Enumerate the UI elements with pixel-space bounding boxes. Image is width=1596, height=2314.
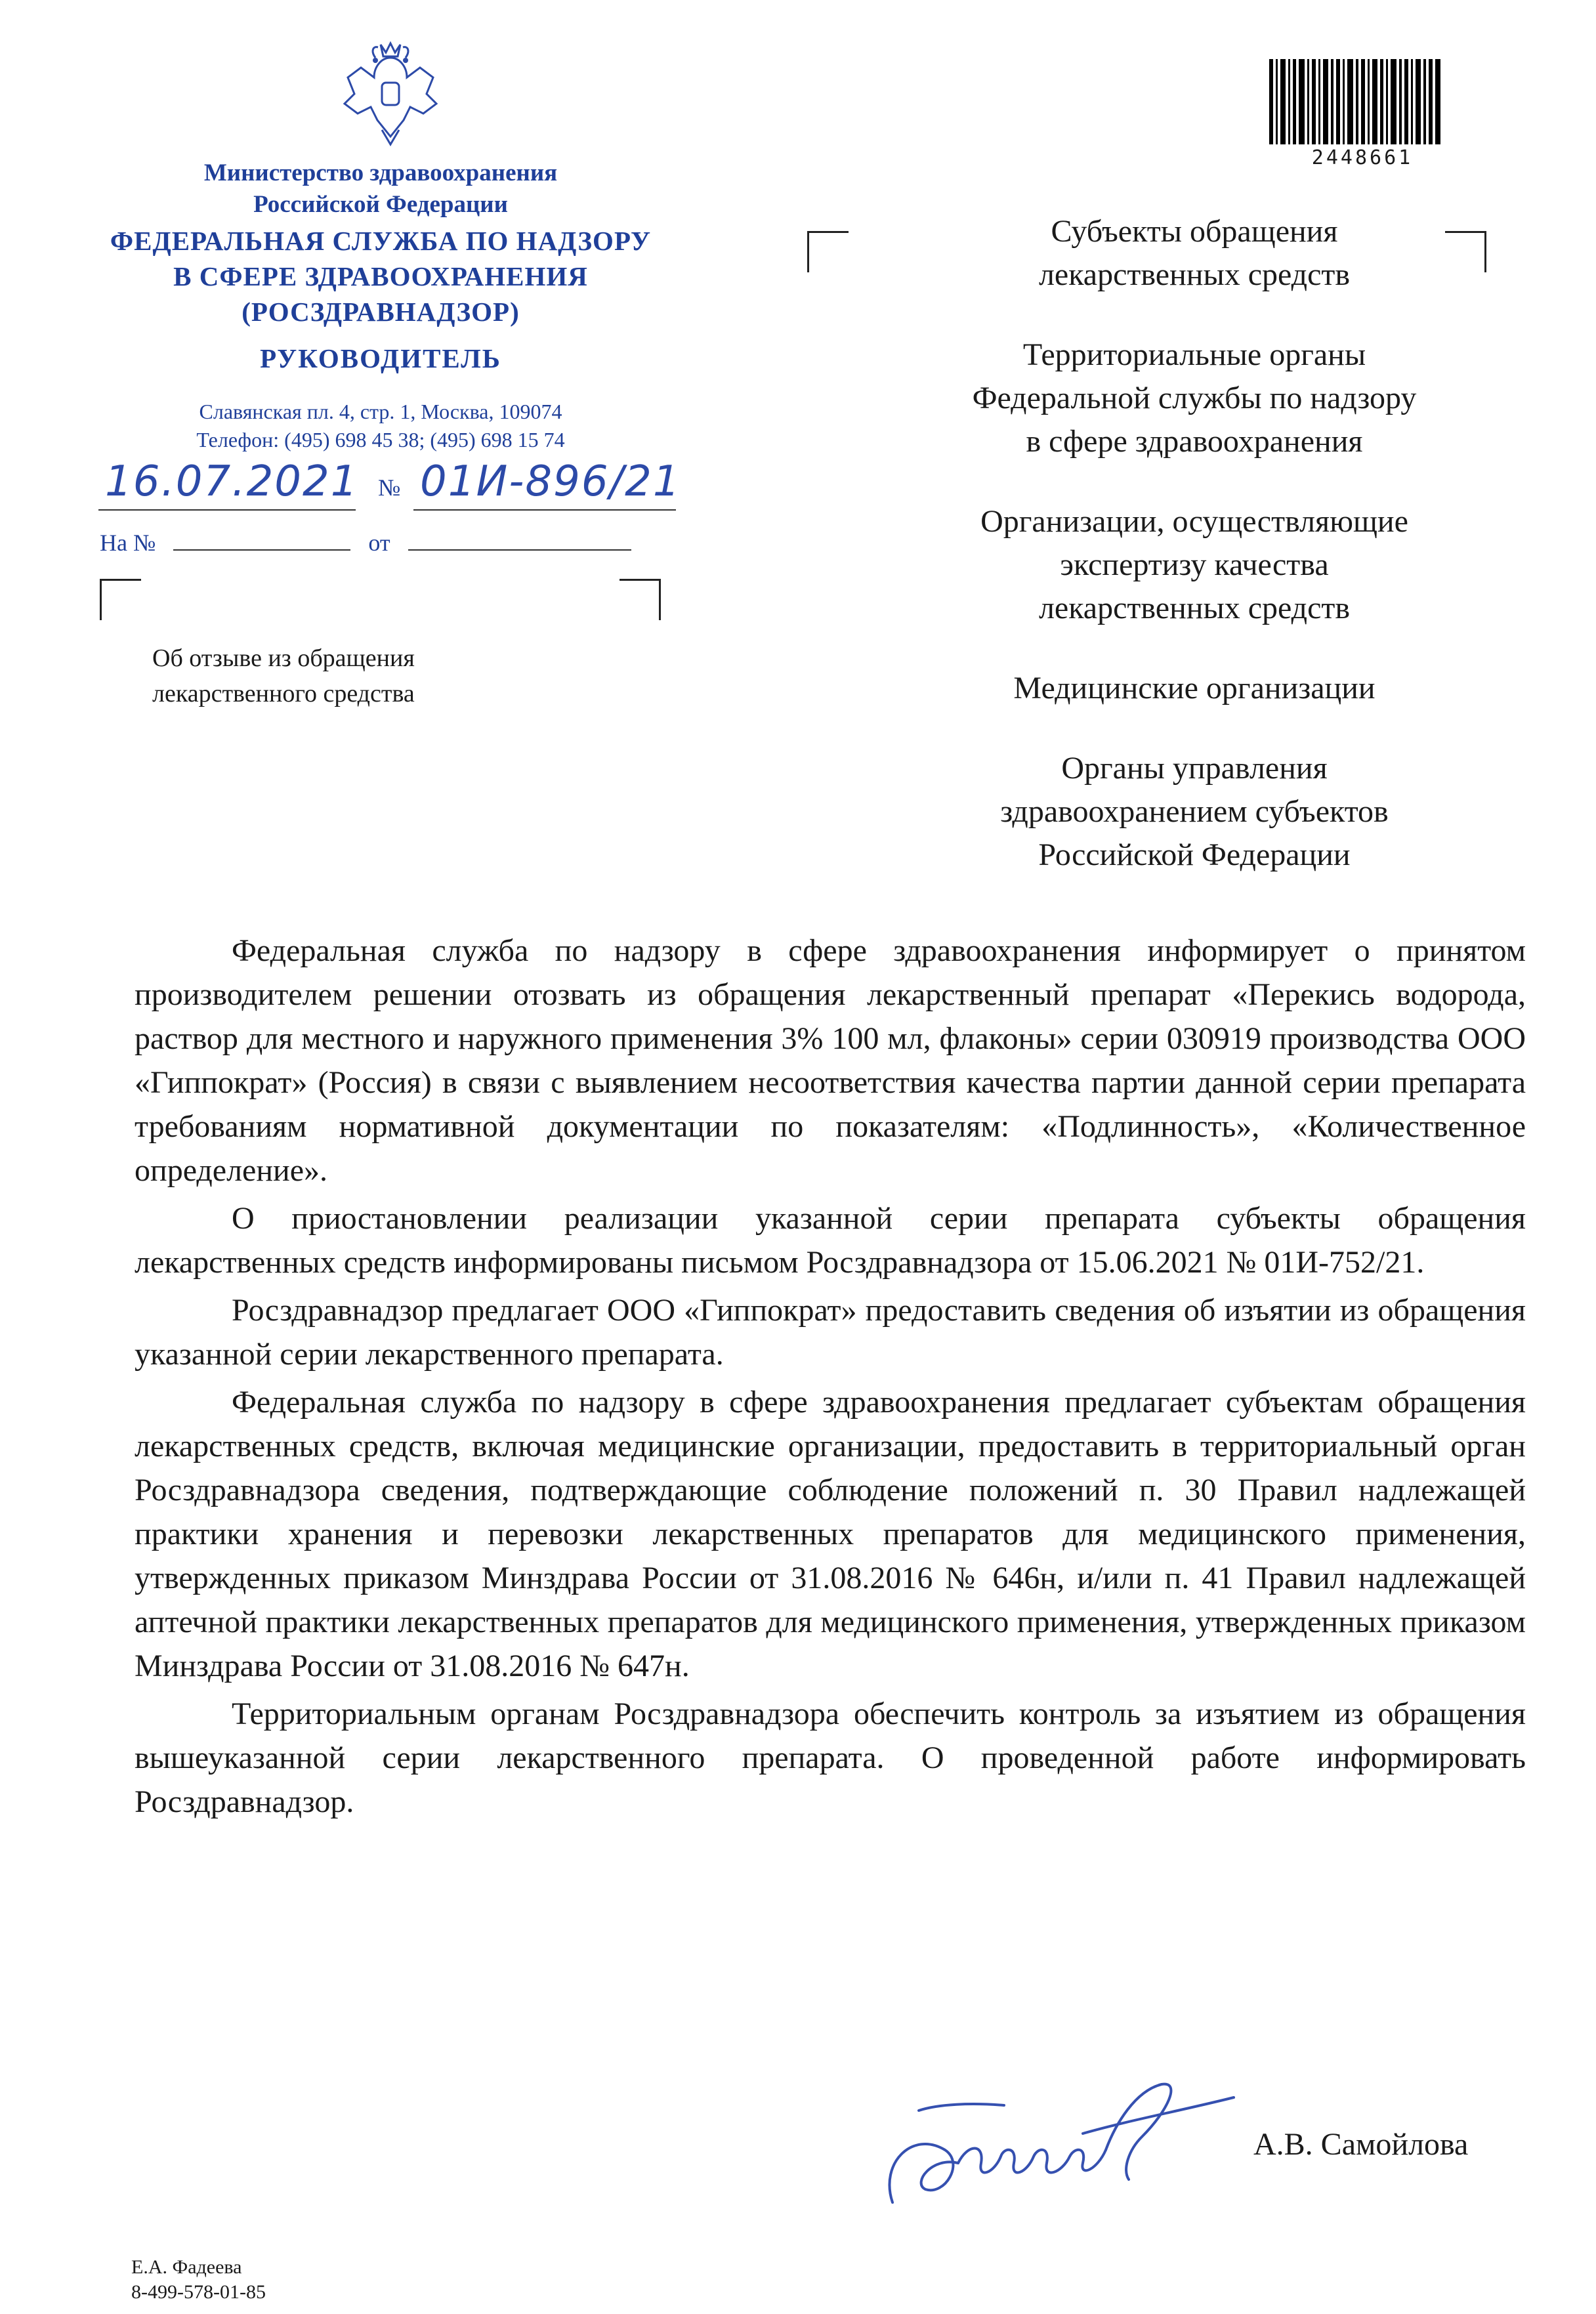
recipient-line: Медицинские организации (1013, 671, 1376, 705)
recipient-line: Российской Федерации (1038, 837, 1351, 872)
address-block (85, 398, 676, 454)
head-title: РУКОВОДИТЕЛЬ (260, 343, 501, 373)
body-paragraph: Территориальным органам Росздравнадзора обеспечить контроль за изъятием из обращения вышеуказанной серии лекарственного препарата. О проведенной работе информировать Росздравнадзор. (135, 1696, 1526, 1819)
body-paragraph: Федеральная служба по надзору в сфере здравоохранения информирует о принятом производителем решении отозвать из обращения лекарственный препарат «Перекись водорода, раствор для местного и наружного применения 3% 100 мл, флаконы» серии 030919 производства ООО «Гиппократ» (Россия) в связи с выявлением несоответствия качества партии данной серии препарата требованиям нормативной документации по показателям: «Подлинность», «Количественное определение». (135, 933, 1526, 1188)
registration-number: 01И-896/21 (420, 457, 681, 506)
number-sign: № (378, 474, 401, 501)
ref-from-label: от (368, 530, 390, 556)
subject-corner-left (100, 579, 141, 620)
registration-date: 16.07.2021 (105, 457, 359, 506)
ref-number-label: На № (100, 530, 156, 556)
body-paragraph: Росздравнадзор предлагает ООО «Гиппократ» предоставить сведения об изъятии из обращения указанной серии лекарственного препарата. (135, 1293, 1526, 1372)
recipient-line: Территориальные органы (1022, 337, 1366, 372)
ref-number-blank (173, 549, 350, 551)
signer-name: А.В. Самойлова (1253, 2127, 1469, 2162)
recipient-line: Организации, осуществляющие (980, 504, 1408, 539)
recipient-group (847, 210, 1542, 297)
recipient-line: лекарственных средств (1038, 591, 1351, 625)
ministry-name (85, 158, 676, 221)
recipient-corner-left (807, 231, 849, 272)
subject-corner-right (620, 579, 661, 620)
number-underline (413, 509, 676, 511)
service-line-3: (РОСЗДРАВНАДЗОР) (242, 297, 520, 327)
barcode (1267, 59, 1444, 144)
recipient-line: Субъекты обращения (1051, 214, 1338, 249)
recipient-line: в сфере здравоохранения (1026, 424, 1363, 459)
address-line: Славянская пл. 4, стр. 1, Москва, 109074 (199, 400, 562, 423)
reference-line (100, 529, 631, 557)
handwritten-signature (853, 2065, 1247, 2235)
recipient-group (847, 747, 1542, 877)
recipients-block (847, 210, 1542, 914)
recipient-line: Органы управления (1061, 751, 1328, 786)
body-paragraph: О приостановлении реализации указанной серии препарата субъекты обращения лекарственных средств информированы письмом Росздравнадзора от 15.06.2021 № 01И-752/21. (135, 1201, 1526, 1280)
ministry-line-2: Российской Федерации (253, 191, 508, 218)
recipient-line: экспертизу качества (1060, 547, 1329, 582)
ref-date-blank (408, 549, 631, 551)
recipient-group (847, 667, 1542, 710)
executor-phone: 8-499-578-01-85 (131, 2281, 266, 2303)
coat-of-arms-emblem (335, 32, 446, 150)
recipient-group (847, 500, 1542, 630)
letter-subject: Об отзыве из обращения лекарственного средства (152, 644, 415, 707)
date-underline (98, 509, 356, 511)
service-name (85, 223, 676, 329)
recipient-line: лекарственных средств (1038, 257, 1351, 292)
recipient-group (847, 333, 1542, 463)
phone-line: Телефон: (495) 698 45 38; (495) 698 15 74 (196, 428, 565, 452)
letter-body (135, 929, 1526, 1828)
service-line-2: В СФЕРЕ ЗДРАВООХРАНЕНИЯ (173, 261, 588, 291)
recipient-line: Федеральной службы по надзору (972, 381, 1417, 415)
executor-block (131, 2255, 266, 2305)
recipient-line: здравоохранением субъектов (1000, 794, 1389, 829)
executor-name: Е.А. Фадеева (131, 2256, 242, 2278)
barcode-number: 2448661 (1311, 146, 1414, 169)
body-paragraph: Федеральная служба по надзору в сфере здравоохранения предлагает субъектам обращения лекарственных средств, включая медицинские организации, предоставить в территориальный орган Росздравнадзора сведения, подтверждающие соблюдение положений п. 30 Правил надлежащей практики хранения и перевозки лекарственных препаратов для медицинского применения, утвержденных приказом Минздрава России от 31.08.2016 № 646н, и/или п. 41 Правил надлежащей аптечной практики лекарственных препаратов для медицинского применения, утвержденных приказом Минздрава России от 31.08.2016 № 647н. (135, 1385, 1526, 1683)
service-line-1: ФЕДЕРАЛЬНАЯ СЛУЖБА ПО НАДЗОРУ (110, 226, 652, 256)
ministry-line-1: Министерство здравоохранения (203, 159, 558, 186)
